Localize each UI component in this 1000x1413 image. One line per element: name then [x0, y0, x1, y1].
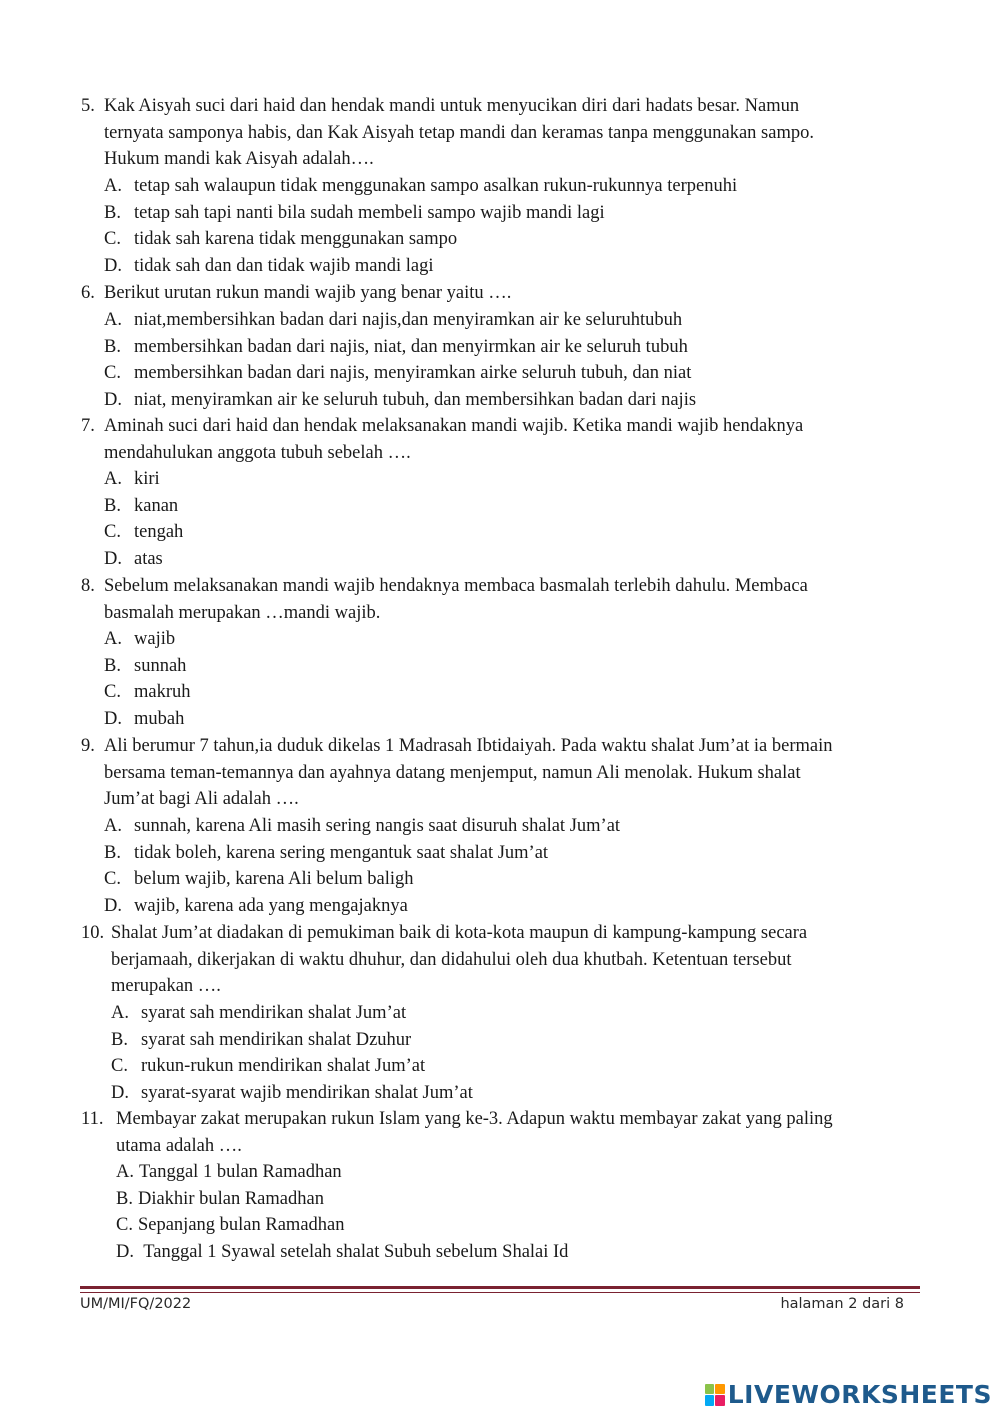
option-text: Diakhir bulan Ramadhan: [137, 1188, 324, 1209]
stem-line: Sebelum melaksanakan mandi wajib hendaknya membaca basmalah terlebih dahulu. Membaca: [104, 576, 808, 596]
option-text: syarat-syarat wajib mendirikan shalat Jum’at: [141, 1082, 473, 1103]
option-c[interactable]: [104, 360, 696, 387]
option-text: wajib, karena ada yang mengajaknya: [134, 895, 408, 916]
footer-divider: [80, 1286, 920, 1289]
option-a[interactable]: [111, 1000, 473, 1027]
option-text: tidak sah dan dan tidak wajib mandi lagi: [134, 255, 434, 276]
question-number: 6.: [81, 283, 95, 303]
stem-line: mendahulukan anggota tubuh sebelah ….: [104, 442, 411, 463]
option-b[interactable]: [104, 334, 696, 361]
question-number: 5.: [81, 96, 95, 116]
option-text: rukun-rukun mendirikan shalat Jum’at: [141, 1056, 426, 1077]
stem-line: Shalat Jum’at diadakan di pemukiman baik di kota-kota maupun di kampung-kampung secara: [111, 923, 808, 943]
option-d[interactable]: [111, 1080, 473, 1107]
question-stem: [104, 733, 904, 813]
stem-line: ternyata samponya habis, dan Kak Aisyah tetap mandi dan keramas tanpa menggunakan sampo.: [104, 122, 814, 143]
options-list: [104, 307, 696, 413]
option-letter: A.: [104, 469, 122, 489]
liveworksheets-brand[interactable]: [705, 1380, 992, 1409]
option-b[interactable]: [111, 1027, 473, 1054]
stem-line: Membayar zakat merupakan rukun Islam yang ke-3. Adapun waktu membayar zakat yang paling: [116, 1109, 833, 1129]
option-d[interactable]: [104, 387, 696, 414]
options-list: [104, 626, 191, 732]
document-code: UM/MI/FQ/2022: [80, 1296, 192, 1312]
option-letter: B.: [104, 495, 121, 516]
option-letter: D.: [116, 1241, 134, 1262]
question-stem: [104, 413, 904, 466]
option-text: Sepanjang bulan Ramadhan: [137, 1215, 345, 1236]
option-d[interactable]: [116, 1239, 568, 1266]
stem-line: Berikut urutan rukun mandi wajib yang benar yaitu ….: [104, 283, 512, 303]
question-number: 11.: [81, 1109, 104, 1129]
option-letter: D.: [104, 548, 122, 569]
option-text: kiri: [134, 469, 160, 489]
option-letter: C.: [104, 682, 121, 703]
option-d[interactable]: [104, 546, 183, 573]
option-d[interactable]: [104, 253, 737, 280]
option-a[interactable]: [104, 173, 737, 200]
option-b[interactable]: [104, 653, 191, 680]
stem-line: bersama teman-temannya dan ayahnya datang menjemput, namun Ali menolak. Hukum shalat: [104, 762, 801, 783]
option-text: syarat sah mendirikan shalat Jum’at: [141, 1003, 407, 1023]
options-list: [104, 466, 183, 572]
option-letter: C.: [104, 869, 121, 890]
option-d[interactable]: [104, 893, 620, 920]
option-text: wajib: [134, 629, 176, 649]
option-text: atas: [134, 548, 163, 569]
option-b[interactable]: [104, 493, 183, 520]
option-letter: A.: [104, 310, 122, 330]
option-a[interactable]: [116, 1159, 568, 1186]
page-number: halaman 2 dari 8: [780, 1296, 904, 1312]
option-a[interactable]: [104, 626, 191, 653]
option-text: tidak boleh, karena sering mengantuk saat shalat Jum’at: [134, 842, 549, 863]
option-text: sunnah, karena Ali masih sering nangis saat disuruh shalat Jum’at: [134, 816, 621, 836]
option-c[interactable]: [104, 866, 620, 893]
option-text: syarat sah mendirikan shalat Dzuhur: [141, 1029, 412, 1050]
option-text: makruh: [134, 682, 191, 703]
option-letter: B.: [104, 202, 121, 223]
brand-name: LIVEWORKSHEETS: [727, 1380, 992, 1409]
option-b[interactable]: [104, 840, 620, 867]
option-text: tengah: [134, 522, 184, 543]
option-c[interactable]: [104, 226, 737, 253]
stem-line: Kak Aisyah suci dari haid dan hendak mandi untuk menyucikan diri dari hadats besar. Namun: [104, 96, 800, 116]
option-letter: A.: [111, 1003, 129, 1023]
option-b[interactable]: [104, 200, 737, 227]
option-letter: A.: [116, 1162, 134, 1182]
stem-line: basmalah merupakan …mandi wajib.: [104, 602, 381, 623]
option-letter: B.: [104, 336, 121, 357]
option-letter: A.: [104, 176, 122, 196]
option-a[interactable]: [104, 466, 183, 493]
option-text: Tanggal 1 bulan Ramadhan: [139, 1162, 342, 1182]
option-letter: C.: [104, 363, 121, 384]
option-letter: D.: [104, 389, 122, 410]
question-stem: [104, 573, 904, 626]
option-c[interactable]: [116, 1212, 568, 1239]
option-letter: D.: [104, 708, 122, 729]
option-a[interactable]: [104, 307, 696, 334]
option-letter: C.: [111, 1056, 128, 1077]
option-c[interactable]: [104, 679, 191, 706]
options-list: [116, 1159, 568, 1265]
stem-line: utama adalah ….: [116, 1135, 242, 1156]
option-letter: C.: [104, 522, 121, 543]
question-stem: [116, 1106, 916, 1159]
liveworksheets-logo-icon: [705, 1384, 725, 1406]
option-letter: D.: [104, 895, 122, 916]
stem-line: berjamaah, dikerjakan di waktu dhuhur, dan didahului oleh dua khutbah. Ketentuan tersebut: [111, 949, 792, 970]
question-number: 8.: [81, 576, 95, 596]
option-c[interactable]: [111, 1053, 473, 1080]
option-text: tidak sah karena tidak menggunakan sampo: [134, 229, 458, 250]
option-d[interactable]: [104, 706, 191, 733]
option-letter: A.: [104, 629, 122, 649]
option-text: niat, menyiramkan air ke seluruh tubuh, dan membersihkan badan dari najis: [134, 389, 697, 410]
option-text: niat,membersihkan badan dari najis,dan menyiramkan air ke seluruhtubuh: [134, 310, 683, 330]
question-number: 7.: [81, 416, 95, 436]
option-a[interactable]: [104, 813, 620, 840]
option-text: Tanggal 1 Syawal setelah shalat Subuh sebelum Shalai Id: [139, 1241, 569, 1262]
option-b[interactable]: [116, 1186, 568, 1213]
options-list: [104, 173, 737, 279]
option-letter: C.: [116, 1215, 133, 1236]
option-text: tetap sah tapi nanti bila sudah membeli sampo wajib mandi lagi: [134, 202, 605, 223]
option-letter: B.: [111, 1029, 128, 1050]
option-text: tetap sah walaupun tidak menggunakan sampo asalkan rukun-rukunnya terpenuhi: [134, 176, 738, 196]
stem-line: Hukum mandi kak Aisyah adalah….: [104, 149, 374, 170]
stem-line: Aminah suci dari haid dan hendak melaksanakan mandi wajib. Ketika mandi wajib hendaknya: [104, 416, 804, 436]
stem-line: Jum’at bagi Ali adalah ….: [104, 789, 299, 810]
option-letter: D.: [104, 255, 122, 276]
question-stem: [111, 920, 911, 1000]
option-text: membersihkan badan dari najis, niat, dan menyirmkan air ke seluruh tubuh: [134, 336, 688, 357]
stem-line: merupakan ….: [111, 976, 221, 997]
option-text: membersihkan badan dari najis, menyiramkan airke seluruh tubuh, dan niat: [134, 363, 692, 384]
option-text: belum wajib, karena Ali belum baligh: [134, 869, 414, 890]
question-stem: [104, 93, 904, 173]
question-number: 9.: [81, 736, 95, 756]
option-c[interactable]: [104, 519, 183, 546]
footer-divider-thin: [80, 1292, 920, 1293]
option-letter: C.: [104, 229, 121, 250]
option-letter: B.: [104, 655, 121, 676]
option-text: mubah: [134, 708, 185, 729]
option-text: kanan: [134, 495, 179, 516]
option-text: sunnah: [134, 655, 187, 676]
options-list: [111, 1000, 473, 1106]
question-number: 10.: [81, 923, 105, 943]
option-letter: B.: [104, 842, 121, 863]
stem-line: Ali berumur 7 tahun,ia duduk dikelas 1 Madrasah Ibtidaiyah. Pada waktu shalat Jum’at ia bermain: [104, 736, 833, 756]
question-stem: [104, 280, 904, 307]
option-letter: A.: [104, 816, 122, 836]
option-letter: B.: [116, 1188, 133, 1209]
options-list: [104, 813, 620, 919]
option-letter: D.: [111, 1082, 129, 1103]
